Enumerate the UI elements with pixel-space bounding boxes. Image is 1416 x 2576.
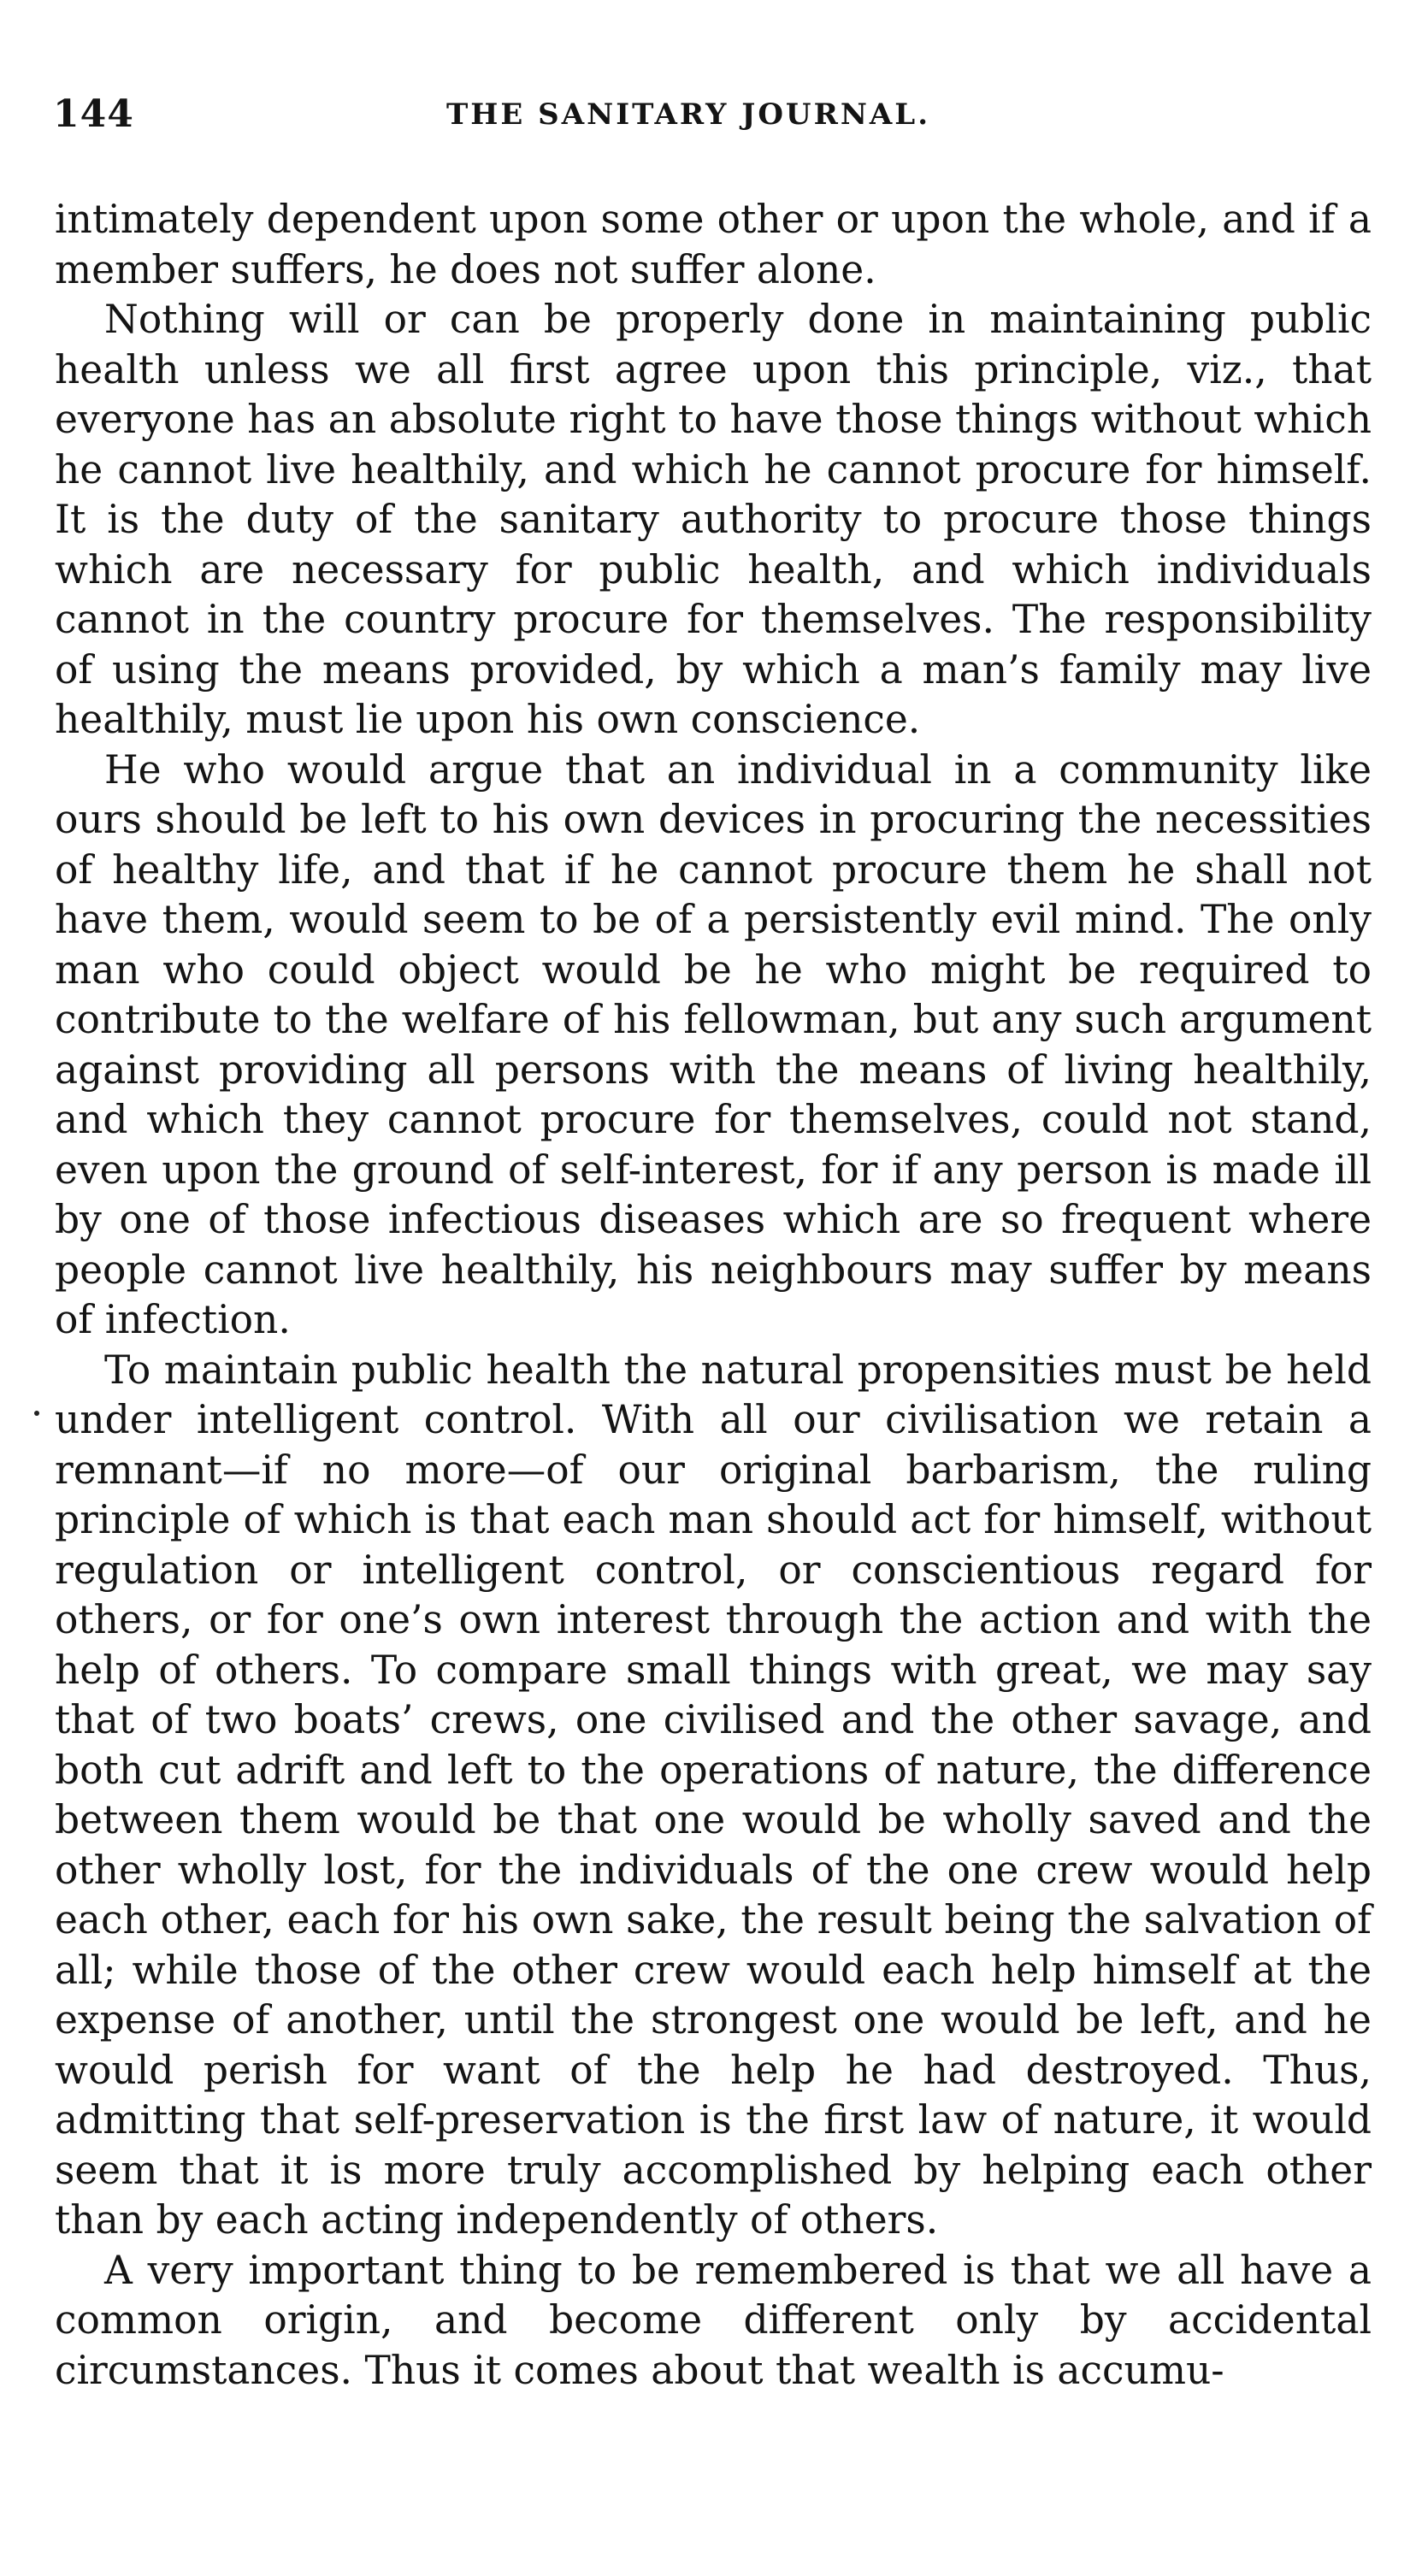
page-number: 144	[53, 92, 134, 136]
page-header	[53, 92, 1370, 144]
paragraph: Nothing will or can be properly done in maintaining public health unless we all first agree upon this principle, viz., that everyone has an absolute right to have those things without which he cannot live healthily, and which he cannot procure for himself. It is the duty of the sanitary authority to procure those things which are necessary for public health, and which individuals cannot in the country procure for themselves. The responsibility of using the means provided, by which a man’s family may live healthily, must lie upon his own conscience.	[55, 297, 1372, 742]
article-body	[55, 195, 1372, 2396]
paragraph-continuation: intimately dependent upon some other or upon the whole, and if a member suffers, he does not suffer alone.	[55, 197, 1372, 292]
paragraph: He who would argue that an individual in a community like ours should be left to his own devices in procuring the necessities of healthy life, and that if he cannot procure them he shall not have them, would seem to be of a persistently evil mind. The only man who could object would be he who might be required to contribute to the welfare of his fellowman, but any such argument against providing all persons with the means of living healthily, and which they cannot procure for themselves, could not stand, even upon the ground of self-interest, for if any person is made ill by one of those infectious diseases which are so frequent where people cannot live healthily, his neighbours may suffer by means of infection.	[55, 746, 1372, 1342]
ink-speck	[34, 1411, 39, 1416]
paragraph: A very important thing to be remembered is that we all have a common origin, and become different only by accidental circumstances. Thus it comes about that wealth is accumu-	[55, 2247, 1372, 2393]
paragraph: To maintain public health the natural propensities must be held under intelligent control. With all our civilisation we retain a remnant—if no more—of our original barbarism, the ruling principle of which is that each man should act for himself, without regulation or intelligent control, or conscientious regard for others, or for one’s own interest through the action and with the help of others. To compare small things with great, we may say that of two boats’ crews, one civilised and the other savage, and both cut adrift and left to the operations of nature, the difference between them would be that one would be wholly saved and the other wholly lost, for the individuals of the one crew would help each other, each for his own sake, the result being the salvation of all; while those of the other crew would each help himself at the expense of another, until the strongest one would be left, and he would perish for want of the help he had destroyed. Thus, admitting that self-preservation is the first law of nature, it would seem that it is more truly accomplished by helping each other than by each acting independently of others.	[55, 1347, 1372, 2243]
running-title: THE SANITARY JOURNAL.	[446, 97, 931, 132]
